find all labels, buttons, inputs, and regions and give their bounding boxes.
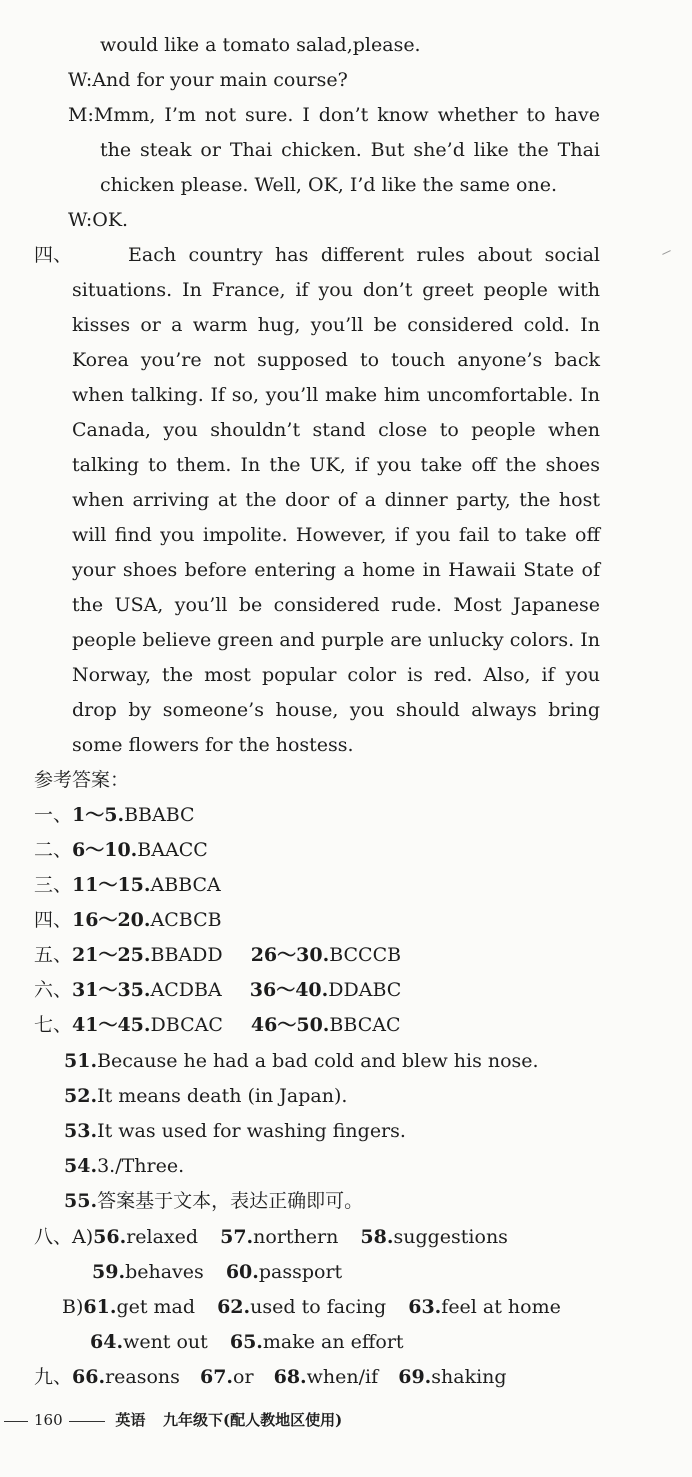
answer-number: 21～25. (72, 944, 151, 966)
answer-value: 3./Three. (97, 1155, 185, 1177)
passage-line: drop by someone’s house, you should always bring (72, 699, 600, 721)
answer-row (64, 1120, 406, 1142)
answer-prefix: 六、 (34, 979, 73, 1001)
scan-mark (662, 250, 671, 255)
passage-line: will find you impolite. However, if you fail to take off (72, 524, 600, 546)
answer-value: BBABC (124, 804, 195, 826)
dialogue-line: would like a tomato salad,please. (100, 34, 421, 56)
answers-heading: 参考答案： (34, 769, 130, 791)
answer-value: relaxed (126, 1226, 199, 1248)
answer-row (34, 1014, 401, 1036)
passage-line: Each country has different rules about social (128, 244, 600, 266)
answer-number: 6～10. (72, 839, 138, 861)
passage-line: when arriving at the door of a dinner party, the host (72, 489, 600, 511)
answer-row (64, 1050, 539, 1072)
answer-number: 59. (92, 1261, 126, 1283)
answer-row (34, 874, 221, 896)
answer-row (34, 944, 401, 966)
answer-number: 62. (217, 1296, 251, 1318)
answer-number: 11～15. (72, 874, 151, 896)
footer-subject: 英语 (115, 1411, 146, 1429)
answer-number: 66. (72, 1366, 106, 1388)
answer-row (34, 1226, 508, 1248)
answer-row (92, 1261, 342, 1283)
answer-number: 57. (220, 1226, 254, 1248)
dialogue-w-line (68, 209, 128, 231)
answer-value: ABBCA (150, 874, 221, 896)
answer-number: 36～40. (249, 979, 329, 1001)
dialogue-w-line (68, 69, 348, 91)
answer-value: went out (123, 1331, 208, 1353)
answer-prefix: 二、 (34, 839, 73, 861)
speaker-label: M: (68, 104, 94, 126)
answer-value: ACBCB (150, 909, 222, 931)
passage-line: kisses or a warm hug, you’ll be considered cold. In (72, 314, 600, 336)
answer-number: 1～5. (72, 804, 125, 826)
answer-value: It means death (in Japan). (97, 1085, 348, 1107)
dialogue-line: the steak or Thai chicken. But she’d like the Thai (100, 139, 600, 161)
passage-line: people believe green and purple are unlucky colors. In (72, 629, 600, 651)
answer-value: BBADD (150, 944, 223, 966)
answer-prefix: 五、 (34, 944, 73, 966)
answer-number: 58. (360, 1226, 394, 1248)
answer-prefix: 一、 (34, 804, 73, 826)
answer-value: BBCAC (329, 1014, 401, 1036)
answer-number: 16～20. (72, 909, 151, 931)
answer-value: get mad (116, 1296, 196, 1318)
answer-value: DBCAC (150, 1014, 223, 1036)
answer-number: 46～50. (250, 1014, 330, 1036)
answer-value: suggestions (393, 1226, 508, 1248)
answer-number: 61. (83, 1296, 117, 1318)
answer-number: 26～30. (250, 944, 330, 966)
answer-value: ACDBA (150, 979, 222, 1001)
answer-value: passport (258, 1261, 343, 1283)
footer-grade: 九年级下(配人教地区使用) (163, 1411, 343, 1429)
passage-line: Canada, you shouldn’t stand close to people when (72, 419, 600, 441)
answer-number: 52. (64, 1085, 98, 1107)
answer-number: 63. (408, 1296, 442, 1318)
answer-value: when/if (306, 1366, 379, 1388)
passage-line: Korea you’re not supposed to touch anyone’s back (72, 349, 600, 371)
answer-number: 64. (90, 1331, 124, 1353)
dialogue-text: Mmm, I’m not sure. I don’t know whether to have (93, 104, 600, 126)
page-footer (4, 1409, 342, 1431)
answer-row (34, 909, 222, 931)
answer-value: 答案基于文本，表达正确即可。 (97, 1190, 364, 1212)
page-number: 160 (34, 1411, 63, 1429)
passage-line: your shoes before entering a home in Hawaii State of (72, 559, 600, 581)
answer-value: It was used for washing fingers. (97, 1120, 406, 1142)
answer-number: 51. (64, 1050, 98, 1072)
passage-line: some flowers for the hostess. (72, 734, 354, 756)
passage-line: the USA, you’ll be considered rude. Most Japanese (72, 594, 600, 616)
answer-prefix: 七、 (34, 1014, 73, 1036)
answer-row (64, 1085, 347, 1107)
answer-value: feel at home (441, 1296, 561, 1318)
passage-line: Norway, the most popular color is red. Also, if you (72, 664, 600, 686)
answer-value: BCCCB (329, 944, 402, 966)
passage-line: talking to them. In the UK, if you take off the shoes (72, 454, 600, 476)
answer-value: shaking (431, 1366, 507, 1388)
answer-row (34, 979, 401, 1001)
answer-value: make an effort (262, 1331, 404, 1353)
answer-row (34, 839, 208, 861)
answer-number: 65. (229, 1331, 263, 1353)
answer-row (90, 1331, 404, 1353)
footer-rule (4, 1421, 28, 1422)
answer-row (64, 1190, 363, 1212)
answer-row (34, 1366, 507, 1388)
speaker-label: W: (68, 69, 93, 91)
answer-number: 41～45. (72, 1014, 151, 1036)
answer-value: used to facing (250, 1296, 387, 1318)
answer-prefix: 九、 (34, 1366, 73, 1388)
answer-number: 56. (93, 1226, 127, 1248)
answer-number: 55. (64, 1190, 98, 1212)
answer-number: 54. (64, 1155, 98, 1177)
answer-number: 67. (199, 1366, 234, 1388)
answer-row (64, 1155, 184, 1177)
dialogue-line: chicken please. Well, OK, I’d like the same one. (100, 174, 558, 196)
answer-number: 31～35. (72, 979, 151, 1001)
answer-number: 68. (273, 1366, 307, 1388)
answer-value: northern (253, 1226, 339, 1248)
answer-number: 60. (225, 1261, 259, 1283)
answer-prefix: 四、 (34, 909, 73, 931)
answer-value: or (233, 1366, 254, 1388)
answer-prefix: 八、A) (34, 1226, 94, 1248)
section-label: 四、 (34, 244, 73, 266)
dialogue-text: And for your main course? (92, 69, 348, 91)
dialogue-m-line (68, 104, 600, 126)
answer-value: Because he had a bad cold and blew his nose. (97, 1050, 539, 1072)
answer-value: DDABC (328, 979, 402, 1001)
answer-value: BAACC (137, 839, 208, 861)
answer-value: behaves (125, 1261, 204, 1283)
footer-rule (69, 1421, 105, 1422)
answer-row (34, 804, 195, 826)
answer-number: 53. (64, 1120, 98, 1142)
speaker-label: W: (68, 209, 93, 231)
answer-prefix: 三、 (34, 874, 73, 896)
dialogue-text: OK. (92, 209, 129, 231)
answer-number: 69. (398, 1366, 432, 1388)
answer-prefix: B) (62, 1296, 84, 1318)
answer-value: reasons (105, 1366, 180, 1388)
passage-line: when talking. If so, you’ll make him uncomfortable. In (72, 384, 600, 406)
passage-line: situations. In France, if you don’t greet people with (72, 279, 600, 301)
answer-row (62, 1296, 561, 1318)
